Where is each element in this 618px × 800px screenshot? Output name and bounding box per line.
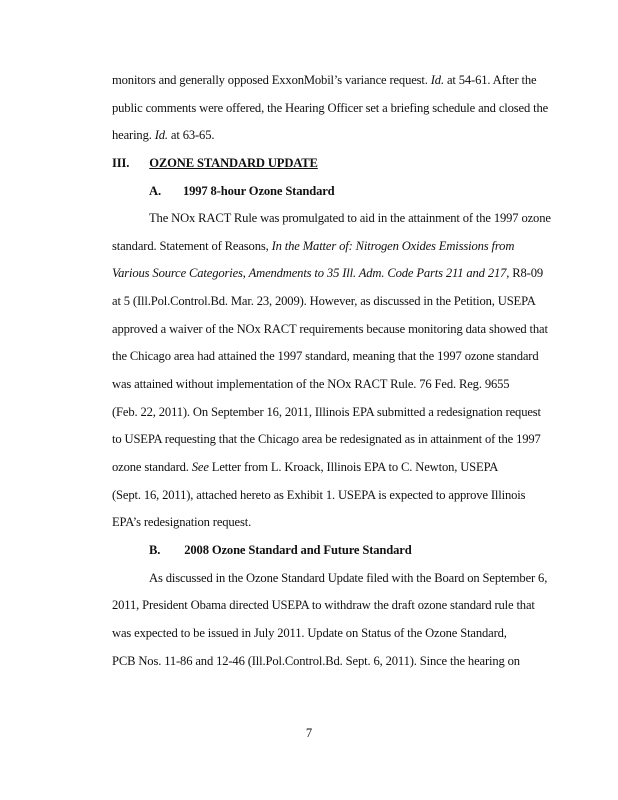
body-line: hearing. Id. at 63-65.: [112, 128, 215, 142]
body-line: As discussed in the Ozone Standard Update filed with the Board on September 6,: [149, 571, 548, 585]
body-line: to USEPA requesting that the Chicago area be redesignated as in attainment of the 1997: [112, 432, 541, 446]
body-line: The NOx RACT Rule was promulgated to aid in the attainment of the 1997 ozone: [149, 211, 551, 225]
body-line: approved a waiver of the NOx RACT requirements because monitoring data showed that: [112, 322, 548, 336]
body-line: 2011, President Obama directed USEPA to withdraw the draft ozone standard rule that: [112, 598, 535, 612]
body-line: standard. Statement of Reasons, In the Matter of: Nitrogen Oxides Emissions from: [112, 239, 515, 253]
section-title: OZONE STANDARD UPDATE: [149, 156, 318, 170]
body-line: monitors and generally opposed ExxonMobil’s variance request. Id. at 54-61. After the: [112, 73, 537, 87]
body-line: PCB Nos. 11-86 and 12-46 (Ill.Pol.Control.Bd. Sept. 6, 2011). Since the hearing on: [112, 654, 520, 668]
body-line: EPA’s redesignation request.: [112, 515, 252, 529]
body-line: (Sept. 16, 2011), attached hereto as Exhibit 1. USEPA is expected to approve Illinois: [112, 488, 526, 502]
page-number: 7: [305, 726, 313, 740]
body-line: was attained without implementation of the NOx RACT Rule. 76 Fed. Reg. 9655: [112, 377, 510, 391]
body-line: the Chicago area had attained the 1997 standard, meaning that the 1997 ozone standard: [112, 349, 539, 363]
body-line: was expected to be issued in July 2011. Update on Status of the Ozone Standard,: [112, 626, 507, 640]
subsection-heading-a: A. 1997 8-hour Ozone Standard: [149, 184, 335, 198]
subsection-heading-b: B. 2008 Ozone Standard and Future Standard: [149, 543, 412, 557]
body-line: at 5 (Ill.Pol.Control.Bd. Mar. 23, 2009). However, as discussed in the Petition, USEPA: [112, 294, 536, 308]
body-line: Various Source Categories, Amendments to 35 Ill. Adm. Code Parts 211 and 217, R8-09: [112, 266, 543, 280]
body-line: ozone standard. See Letter from L. Kroack, Illinois EPA to C. Newton, USEPA: [112, 460, 499, 474]
section-number: III.: [112, 156, 130, 170]
body-line: (Feb. 22, 2011). On September 16, 2011, Illinois EPA submitted a redesignation request: [112, 405, 541, 419]
section-heading: [112, 155, 318, 171]
body-line: public comments were offered, the Hearing Officer set a briefing schedule and closed the: [112, 101, 549, 115]
